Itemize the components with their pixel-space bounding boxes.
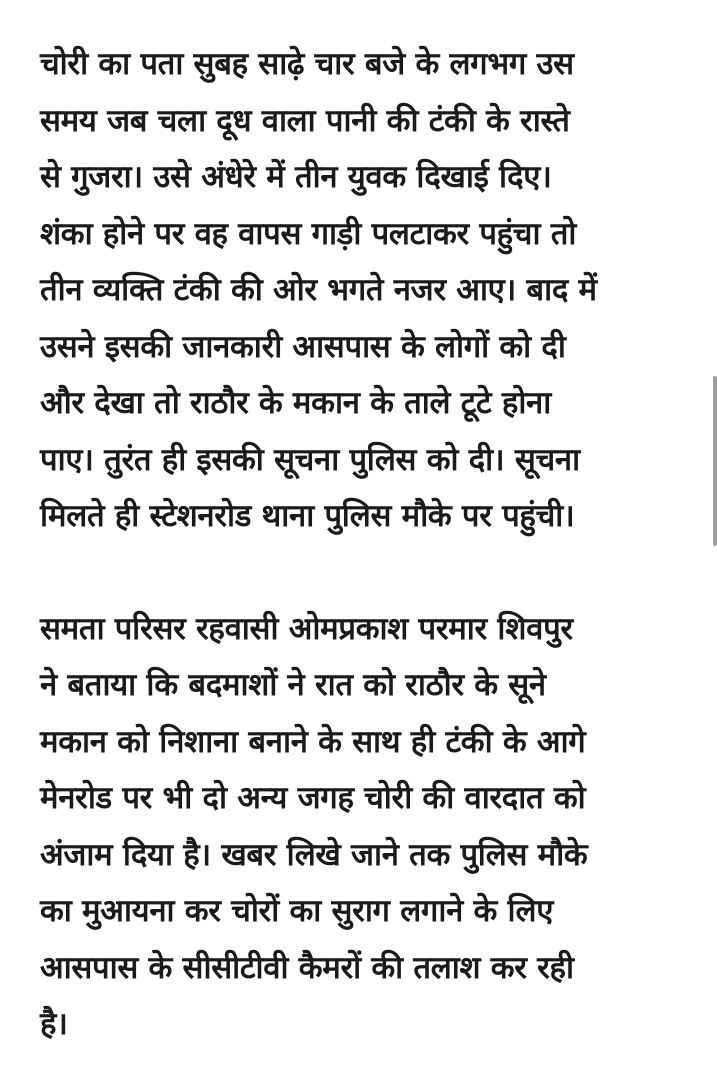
text-line: तीन व्यक्ति टंकी की ओर भगते नजर आए। बाद में bbox=[40, 272, 597, 308]
paragraph-2 bbox=[40, 601, 690, 1053]
paragraph-1 bbox=[40, 36, 690, 545]
text-line: शंका होने पर वह वापस गाड़ी पलटाकर पहुंचा तो bbox=[40, 215, 577, 252]
paragraph-spacer bbox=[40, 545, 690, 601]
text-line: ने बताया कि बदमाशों ने रात को राठौर के सूने bbox=[40, 667, 546, 703]
vertical-scrollbar[interactable] bbox=[713, 376, 717, 546]
text-line: का मुआयना कर चोरों का सुराग लगाने के लिए bbox=[40, 893, 554, 929]
text-line: उसने इसकी जानकारी आसपास के लोगों को दी bbox=[40, 328, 566, 365]
text-line: मेनरोड पर भी दो अन्य जगह चोरी की वारदात को bbox=[40, 780, 586, 816]
text-line: समय जब चला दूध वाला पानी की टंकी के रास्ते bbox=[40, 102, 570, 139]
text-line: चोरी का पता सुबह साढ़े चार बजे के लगभग उस bbox=[40, 46, 574, 82]
text-line: से गुजरा। उसे अंधेरे में तीन युवक दिखाई दिए। bbox=[40, 159, 552, 195]
text-line: अंजाम दिया है। खबर लिखे जाने तक पुलिस मौके bbox=[40, 836, 588, 873]
text-line: मिलते ही स्टेशनरोड थाना पुलिस मौके पर पहुंची। bbox=[40, 498, 575, 534]
text-line: समता परिसर रहवासी ओमप्रकाश परमार शिवपुर bbox=[40, 610, 573, 647]
text-line: पाए। तुरंत ही इसकी सूचना पुलिस को दी। सूचना bbox=[40, 441, 580, 478]
text-line: और देखा तो राठौर के मकान के ताले टूटे होना bbox=[40, 385, 551, 421]
text-line: आसपास के सीसीटीवी कैमरों की तलाश कर रही bbox=[40, 949, 574, 986]
text-line: है। bbox=[40, 1006, 68, 1042]
article-body bbox=[40, 36, 690, 1053]
text-line: मकान को निशाना बनाने के साथ ही टंकी के आगे bbox=[40, 723, 586, 760]
